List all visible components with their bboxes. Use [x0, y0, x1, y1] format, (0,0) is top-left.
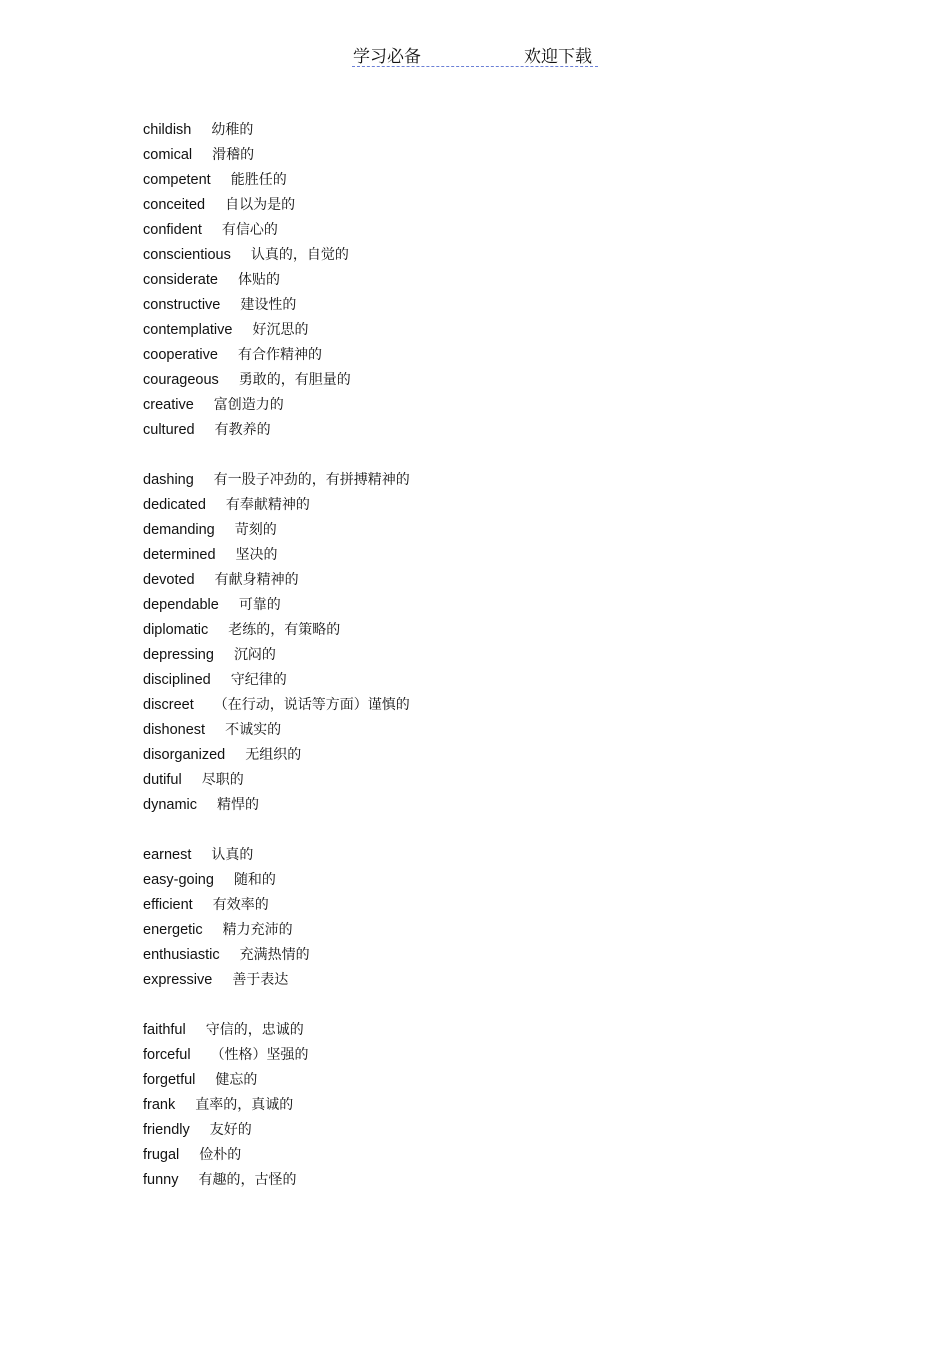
vocabulary-entry: [143, 318, 410, 343]
entry-word: competent: [143, 172, 211, 188]
entry-meaning: 无组织的: [245, 747, 302, 763]
entry-word: funny: [143, 1172, 179, 1188]
entry-meaning: 好沉思的: [252, 322, 309, 338]
vocabulary-entry: [143, 218, 410, 243]
entry-meaning: 精悍的: [217, 797, 259, 813]
vocabulary-entry: [143, 1093, 410, 1118]
entry-word: enthusiastic: [143, 947, 220, 963]
entry-word: considerate: [143, 272, 218, 288]
entry-meaning: 随和的: [233, 872, 276, 888]
entry-word: courageous: [143, 372, 219, 388]
entry-word: frugal: [143, 1147, 180, 1163]
vocabulary-entry: [143, 418, 410, 443]
entry-meaning: 可靠的: [238, 597, 281, 613]
entry-word: constructive: [143, 297, 221, 313]
entry-word: dedicated: [143, 497, 206, 513]
vocabulary-entry: [143, 1018, 410, 1043]
entry-word: efficient: [143, 897, 193, 913]
vocabulary-entry: [143, 1168, 410, 1193]
vocabulary-entry: [143, 693, 410, 718]
vocabulary-entry: [143, 518, 410, 543]
entry-word: dashing: [143, 472, 194, 488]
vocabulary-group: [143, 118, 410, 443]
entry-meaning: 建设性的: [240, 297, 297, 313]
vocabulary-list: [143, 118, 410, 1218]
entry-meaning: 体贴的: [237, 272, 280, 288]
entry-meaning: 能胜任的: [230, 172, 287, 188]
entry-meaning: 滑稽的: [212, 147, 255, 163]
entry-meaning: 精力充沛的: [222, 922, 293, 938]
entry-word: dynamic: [143, 797, 197, 813]
vocabulary-entry: [143, 268, 410, 293]
entry-meaning: 不诚实的: [225, 722, 282, 738]
vocabulary-entry: [143, 1143, 410, 1168]
vocabulary-entry: [143, 668, 410, 693]
vocabulary-entry: [143, 1118, 410, 1143]
entry-word: frank: [143, 1097, 176, 1113]
vocabulary-entry: [143, 543, 410, 568]
entry-word: friendly: [143, 1122, 190, 1138]
vocabulary-entry: [143, 768, 410, 793]
vocabulary-entry: [143, 468, 410, 493]
vocabulary-entry: [143, 343, 410, 368]
entry-meaning: 友好的: [209, 1122, 252, 1138]
entry-word: childish: [143, 122, 192, 138]
entry-word: earnest: [143, 847, 192, 863]
vocabulary-entry: [143, 618, 410, 643]
vocabulary-entry: [143, 293, 410, 318]
page-header: [352, 40, 598, 67]
entry-word: contemplative: [143, 322, 233, 338]
vocabulary-entry: [143, 568, 410, 593]
entry-meaning: 老练的，有策略的: [228, 622, 341, 638]
vocabulary-entry: [143, 793, 410, 818]
entry-word: comical: [143, 147, 193, 163]
entry-word: faithful: [143, 1022, 186, 1038]
entry-meaning: 有效率的: [212, 897, 269, 913]
entry-meaning: 有教养的: [214, 422, 271, 438]
entry-meaning: 富创造力的: [213, 397, 284, 413]
vocabulary-group: [143, 843, 410, 993]
entry-word: creative: [143, 397, 194, 413]
vocabulary-entry: [143, 718, 410, 743]
vocabulary-entry: [143, 843, 410, 868]
vocabulary-entry: [143, 118, 410, 143]
vocabulary-entry: [143, 943, 410, 968]
entry-meaning: 守纪律的: [230, 672, 287, 688]
entry-word: forceful: [143, 1047, 191, 1063]
header-right-text: 欢迎下载: [524, 47, 592, 67]
entry-word: determined: [143, 547, 216, 563]
entry-word: disciplined: [143, 672, 211, 688]
header-left-text: 学习必备: [353, 47, 421, 67]
entry-word: disorganized: [143, 747, 226, 763]
entry-meaning: 有信心的: [221, 222, 278, 238]
vocabulary-entry: [143, 143, 410, 168]
vocabulary-entry: [143, 743, 410, 768]
vocabulary-entry: [143, 643, 410, 668]
vocabulary-entry: [143, 868, 410, 893]
entry-meaning: 有合作精神的: [237, 347, 322, 363]
vocabulary-entry: [143, 493, 410, 518]
entry-meaning: 勇敢的，有胆量的: [238, 372, 351, 388]
entry-word: confident: [143, 222, 202, 238]
vocabulary-group: [143, 468, 410, 818]
entry-word: forgetful: [143, 1072, 196, 1088]
entry-word: devoted: [143, 572, 195, 588]
entry-meaning: 有奉献精神的: [225, 497, 310, 513]
entry-meaning: （在行动，说话等方面）谨慎的: [213, 697, 410, 713]
entry-word: cooperative: [143, 347, 218, 363]
vocabulary-entry: [143, 918, 410, 943]
entry-meaning: （性格）坚强的: [210, 1047, 309, 1063]
vocabulary-entry: [143, 393, 410, 418]
vocabulary-entry: [143, 593, 410, 618]
vocabulary-group: [143, 1018, 410, 1193]
entry-word: expressive: [143, 972, 213, 988]
entry-word: energetic: [143, 922, 203, 938]
entry-meaning: 幼稚的: [211, 122, 254, 138]
entry-meaning: 有献身精神的: [214, 572, 299, 588]
entry-word: dishonest: [143, 722, 206, 738]
entry-meaning: 充满热情的: [239, 947, 310, 963]
vocabulary-entry: [143, 193, 410, 218]
entry-meaning: 坚决的: [235, 547, 278, 563]
entry-word: conscientious: [143, 247, 231, 263]
vocabulary-entry: [143, 1068, 410, 1093]
entry-meaning: 自以为是的: [225, 197, 296, 213]
entry-meaning: 尽职的: [201, 772, 244, 788]
entry-meaning: 苛刻的: [234, 522, 277, 538]
vocabulary-entry: [143, 243, 410, 268]
entry-meaning: 沉闷的: [233, 647, 276, 663]
entry-word: conceited: [143, 197, 206, 213]
vocabulary-entry: [143, 1043, 410, 1068]
entry-meaning: 有一股子冲劲的，有拼搏精神的: [213, 472, 410, 488]
entry-meaning: 认真的: [211, 847, 254, 863]
entry-word: easy-going: [143, 872, 214, 888]
entry-meaning: 健忘的: [215, 1072, 258, 1088]
vocabulary-entry: [143, 893, 410, 918]
entry-word: depressing: [143, 647, 214, 663]
entry-meaning: 善于表达: [232, 972, 289, 988]
vocabulary-entry: [143, 368, 410, 393]
entry-word: diplomatic: [143, 622, 209, 638]
vocabulary-entry: [143, 168, 410, 193]
entry-meaning: 守信的，忠诚的: [205, 1022, 304, 1038]
entry-word: discreet: [143, 697, 194, 713]
entry-word: cultured: [143, 422, 195, 438]
entry-meaning: 俭朴的: [199, 1147, 242, 1163]
vocabulary-entry: [143, 968, 410, 993]
entry-meaning: 认真的，自觉的: [250, 247, 349, 263]
entry-word: dependable: [143, 597, 219, 613]
entry-word: dutiful: [143, 772, 182, 788]
entry-meaning: 直率的，真诚的: [195, 1097, 294, 1113]
entry-meaning: 有趣的，古怪的: [198, 1172, 297, 1188]
entry-word: demanding: [143, 522, 215, 538]
